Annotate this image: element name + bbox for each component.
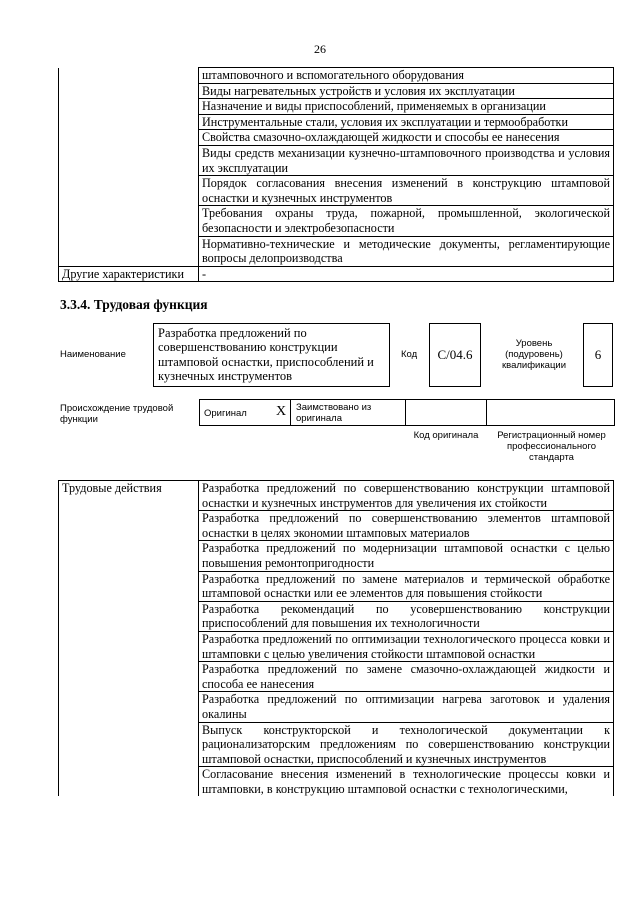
table-cell: Нормативно-технические и методические документы, регламентирующие вопросы делопроизводства	[199, 236, 614, 266]
level-value: 6	[594, 347, 602, 362]
labor-actions-table	[58, 480, 614, 796]
reg-number-caption: Регистрационный номер профессионального стандарта	[497, 430, 606, 463]
code-label: Код	[401, 349, 418, 360]
labor-action-item: Разработка предложений по оптимизации нагрева заготовок и удаления окалины	[199, 692, 614, 722]
function-name: Разработка предложений по совершенствованию конструкции штамповой оснастки, приспособлений и кузнечных инструментов	[158, 326, 374, 383]
labor-actions-label: Трудовые действия	[59, 481, 199, 797]
level-box	[583, 323, 613, 387]
table-cell: Виды средств механизации кузнечно-штамповочного производства и условия их эксплуатации	[199, 145, 614, 175]
labor-action-item: Разработка предложений по совершенствованию конструкции штамповой оснастки и кузнечных инструментов для увеличения их стойкости	[199, 481, 614, 511]
function-name-box	[153, 323, 390, 387]
original-mark: X	[276, 404, 287, 419]
table-row	[59, 481, 614, 511]
table-label-cell	[59, 68, 199, 267]
section-title: 3.3.4. Трудовая функция	[60, 297, 208, 312]
table-cell: Инструментальные стали, условия их эксплуатации и термообработки	[199, 114, 614, 130]
reg-number-cell	[486, 399, 615, 426]
name-label: Наименование	[60, 349, 126, 360]
table-cell: штамповочного и вспомогательного оборудования	[199, 68, 614, 84]
original-label: Оригинал	[204, 408, 247, 419]
labor-action-item: Разработка предложений по модернизации штамповой оснастки с целью повышения ремонтопригодности	[199, 541, 614, 571]
original-code-cell	[405, 399, 487, 426]
table-cell: Виды нагревательных устройств и условия их эксплуатации	[199, 83, 614, 99]
code-original-caption: Код оригинала	[413, 430, 479, 441]
page-number: 26	[314, 42, 326, 56]
table-cell: Назначение и виды приспособлений, применяемых в организации	[199, 99, 614, 115]
labor-action-item: Согласование внесения изменений в технологические процессы ковки и штамповки, в конструкцию штамповой оснастки с технологическими,	[199, 767, 614, 797]
table-row	[59, 68, 614, 84]
table-cell: Требования охраны труда, пожарной, промышленной, экологической безопасности и электробезопасности	[199, 206, 614, 236]
original-cell	[199, 399, 291, 426]
labor-action-item: Выпуск конструкторской и технологической документации к рационализаторским предложениям по совершенствованию конструкции штамповой оснастки, приспособлений и кузнечных инструментов	[199, 722, 614, 767]
table-label-cell: Другие характеристики	[59, 266, 199, 282]
level-label: Уровень (подуровень) квалификации	[501, 338, 567, 371]
borrowed-cell	[290, 399, 406, 426]
origin-label: Происхождение трудовой функции	[60, 403, 174, 425]
labor-action-item: Разработка предложений по оптимизации технологического процесса ковки и штамповки с целью увеличения стойкости штамповой оснастки	[199, 631, 614, 661]
function-code-box	[429, 323, 481, 387]
borrowed-label: Заимствовано из оригинала	[296, 402, 372, 424]
labor-action-item: Разработка рекомендаций по усовершенствованию конструкции приспособлений для повышения их технологичности	[199, 601, 614, 631]
origin-row	[199, 399, 615, 426]
labor-action-item: Разработка предложений по замене материалов и термической обработке штамповой оснастки или ее элементов для повышения стойкости	[199, 571, 614, 601]
table-cell: Порядок согласования внесения изменений в конструкцию штамповой оснастки и кузнечных инструментов	[199, 176, 614, 206]
table-cell: Свойства смазочно-охлаждающей жидкости и способы ее нанесения	[199, 130, 614, 146]
table-cell: -	[199, 266, 614, 282]
labor-action-item: Разработка предложений по совершенствованию элементов штамповой оснастки в целях экономии штамповых материалов	[199, 511, 614, 541]
labor-action-item: Разработка предложений по замене смазочно-охлаждающей жидкости и способа ее нанесения	[199, 662, 614, 692]
table-row	[59, 266, 614, 282]
knowledge-table	[58, 67, 614, 282]
function-code: С/04.6	[437, 347, 473, 362]
